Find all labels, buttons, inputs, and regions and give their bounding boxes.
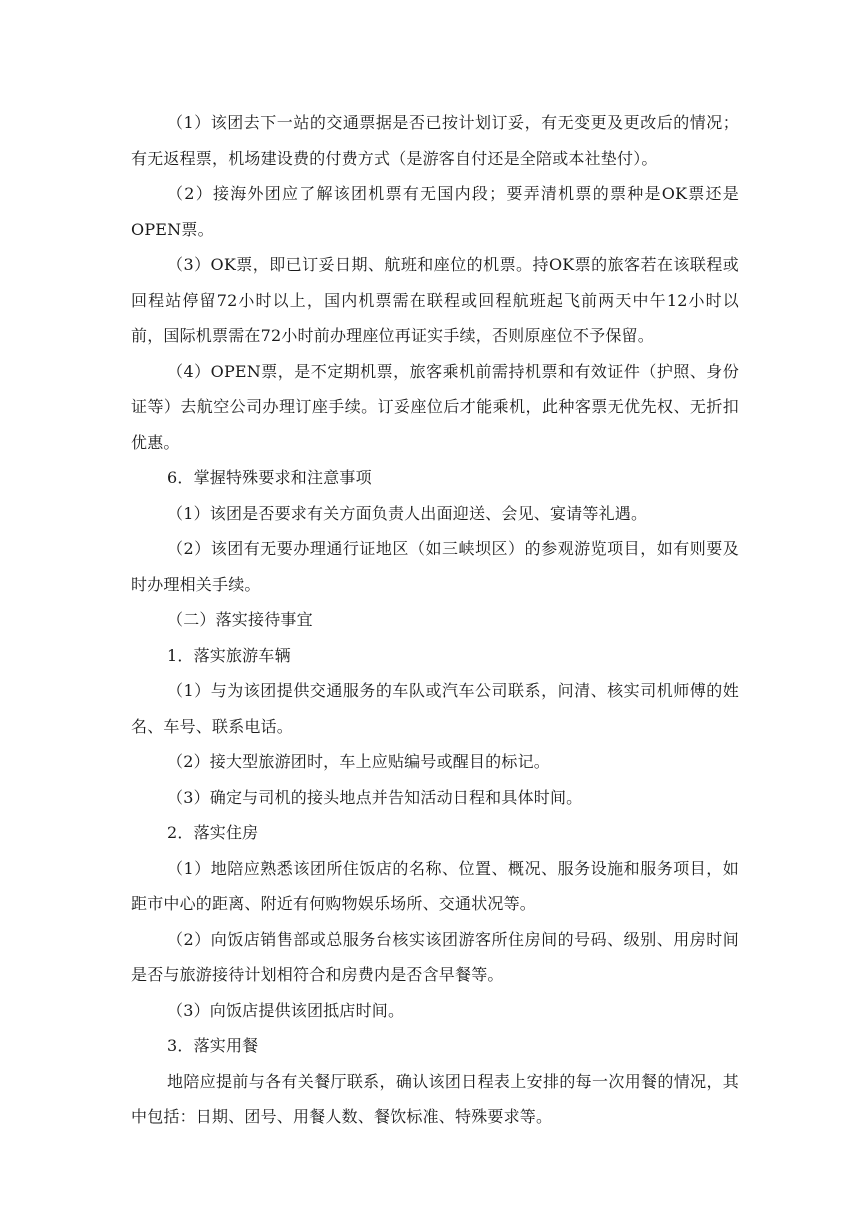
section-heading-lodging: 2．落实住房	[167, 823, 259, 842]
paragraph-contact-fleet: （1）与为该团提供交通服务的车队或汽车公司联系，问清、核实司机师傅的姓名、车号、联系电话。	[131, 681, 739, 736]
paragraph-room-verification: （2）向饭店销售部或总服务台核实该团游客所住房间的号码、级别、用房时间是否与旅游接待计划相符合和房费内是否含早餐等。	[131, 929, 739, 984]
paragraph-driver-meeting: （3）确定与司机的接头地点并告知活动日程和具体时间。	[167, 787, 583, 807]
paragraph-open-ticket: （4）OPEN票，是不定期机票，旅客乘机前需持机票和有效证件（护照、身份证等）去航空公司办理订座手续。订妥座位后才能乘机，此种客票无优先权、无折扣优惠。	[131, 361, 739, 452]
paragraph-ticket-next-stop: （1）该团去下一站的交通票据是否已按计划订妥，有无变更及更改后的情况；有无返程票，机场建设费的付费方式（是游客自付还是全陪或本社垫付）。	[131, 113, 739, 168]
section-heading-reception-arrangements: （二）落实接待事宜	[167, 610, 313, 629]
section-heading-vehicles: 1．落实旅游车辆	[167, 645, 291, 665]
paragraph-bus-marking: （2）接大型旅游团时，车上应贴编号或醒目的标记。	[167, 752, 550, 771]
section-heading-special-requirements: 6．掌握特殊要求和注意事项	[167, 468, 372, 487]
paragraph-pass-permit: （2）该团有无要办理通行证地区（如三峡坝区）的参观游览项目，如有则要及时办理相关手续。	[131, 539, 739, 594]
paragraph-reception-etiquette: （1）该团是否要求有关方面负责人出面迎送、会见、宴请等礼遇。	[167, 503, 648, 523]
paragraph-ok-ticket: （3）OK票，即已订妥日期、航班和座位的机票。持OK票的旅客若在该联程或回程站停留72小时以上，国内机票需在联程或回程航班起飞前两天中午12小时以前，国际机票需在72小时前办理座位再证实手续，否则原座位不予保留。	[131, 255, 739, 345]
section-heading-meals: 3．落实用餐	[167, 1036, 259, 1055]
paragraph-overseas-ticket: （2）接海外团应了解该团机票有无国内段；要弄清机票的票种是OK票还是OPEN票。	[131, 184, 739, 239]
paragraph-meal-confirmation: 地陪应提前与各有关餐厅联系，确认该团日程表上安排的每一次用餐的情况，其中包括：日期、团号、用餐人数、餐饮标准、特殊要求等。	[131, 1071, 739, 1126]
document-body	[131, 105, 739, 1135]
paragraph-arrival-time: （3）向饭店提供该团抵店时间。	[167, 1000, 405, 1020]
paragraph-hotel-familiarity: （1）地陪应熟悉该团所住饭店的名称、位置、概况、服务设施和服务项目，如距市中心的距离、附近有何购物娱乐场所、交通状况等。	[131, 858, 739, 913]
